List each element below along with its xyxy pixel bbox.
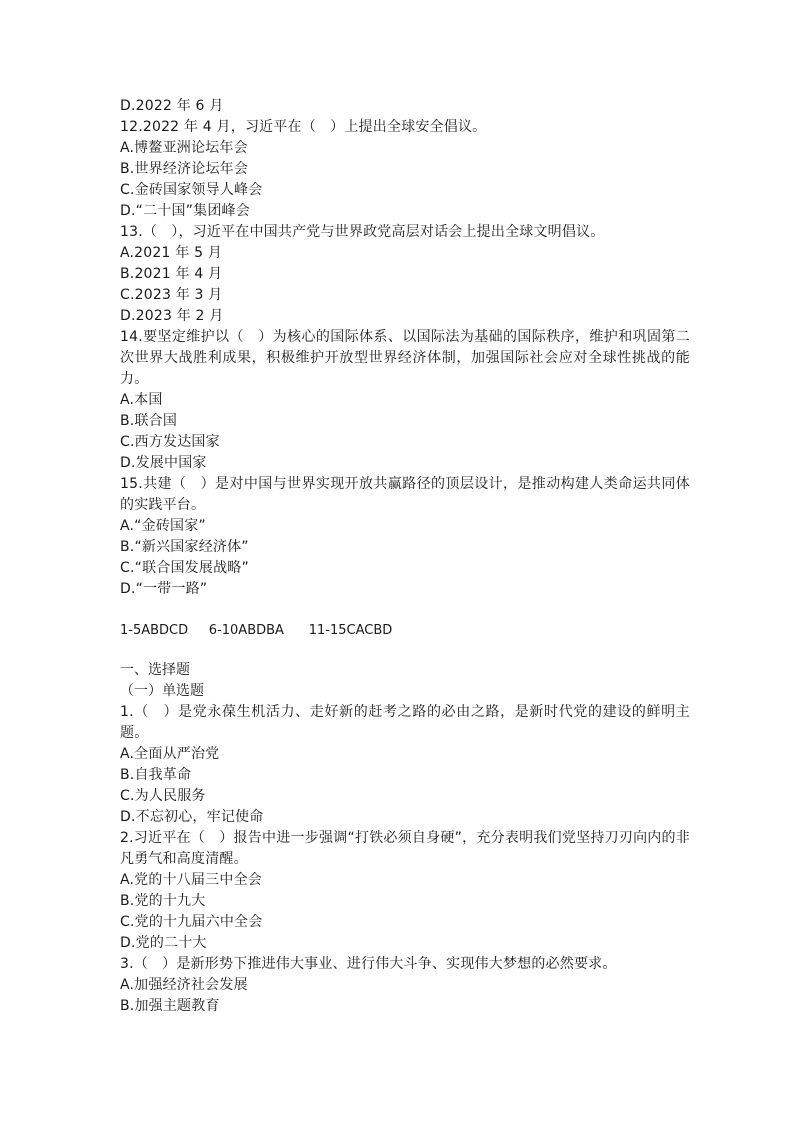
option-d: D.2023 年 2 月	[120, 308, 224, 324]
document-page	[120, 96, 690, 1017]
option-c: C.金砖国家领导人峰会	[120, 182, 263, 198]
option-a: A.“金砖国家”	[120, 518, 206, 534]
option-b: B.2021 年 4 月	[120, 266, 223, 282]
question-13: 13.（ ），习近平在中国共产党与世界政党高层对话会上提出全球文明倡议。	[120, 224, 605, 240]
question-15: 15.共建（ ）是对中国与世界实现开放共赢路径的顶层设计，是推动构建人类命运共同体的实践平台。	[120, 476, 690, 513]
option-b: B.自我革命	[120, 767, 192, 783]
option-b: B.联合国	[120, 413, 178, 429]
subsection-title: （一）单选题	[120, 683, 204, 699]
option-c: C.党的十九届六中全会	[120, 914, 263, 930]
option-a: A.加强经济社会发展	[120, 977, 248, 993]
option-d: D.“一带一路”	[120, 581, 208, 597]
section-title: 一、选择题	[120, 662, 190, 678]
question-14: 14.要坚定维护以（ ）为核心的国际体系、以国际法为基础的国际秩序，维护和巩固第二次世界大战胜利成果，积极维护开放型世界经济体制，加强国际社会应对全球性挑战的能力。	[120, 329, 690, 387]
option-d: D.党的二十大	[120, 935, 207, 951]
option-a: A.2021 年 5 月	[120, 245, 223, 261]
option-a: A.全面从严治党	[120, 746, 220, 762]
option-b: B.党的十九大	[120, 893, 206, 909]
option-b: B.加强主题教育	[120, 998, 220, 1014]
question-1: 1.（ ）是党永葆生机活力、走好新的赶考之路的必由之路，是新时代党的建设的鲜明主题。	[120, 704, 690, 741]
option-c: C.为人民服务	[120, 788, 206, 804]
option-c: C.“联合国发展战略”	[120, 560, 249, 576]
option-d: D.发展中国家	[120, 455, 207, 471]
option-b: B.“新兴国家经济体”	[120, 539, 249, 555]
answer-key: 1-5ABDCD 6-10ABDBA 11-15CACBD	[120, 623, 393, 638]
option-a: A.博鳌亚洲论坛年会	[120, 140, 248, 156]
option-b: B.世界经济论坛年会	[120, 161, 249, 177]
option-d: D.2022 年 6 月	[120, 98, 224, 114]
option-a: A.本国	[120, 392, 163, 408]
question-3: 3.（ ）是新形势下推进伟大事业、进行伟大斗争、实现伟大梦想的必然要求。	[120, 956, 617, 972]
question-2: 2.习近平在（ ）报告中进一步强调“打铁必须自身硬”，充分表明我们党坚持刀刃向内的非凡勇气和高度清醒。	[120, 830, 690, 867]
option-d: D.“二十国”集团峰会	[120, 203, 250, 219]
option-a: A.党的十八届三中全会	[120, 872, 262, 888]
option-c: C.西方发达国家	[120, 434, 220, 450]
option-d: D.不忘初心，牢记使命	[120, 809, 264, 825]
question-12: 12.2022 年 4 月，习近平在（ ）上提出全球安全倡议。	[120, 119, 487, 135]
option-c: C.2023 年 3 月	[120, 287, 223, 303]
